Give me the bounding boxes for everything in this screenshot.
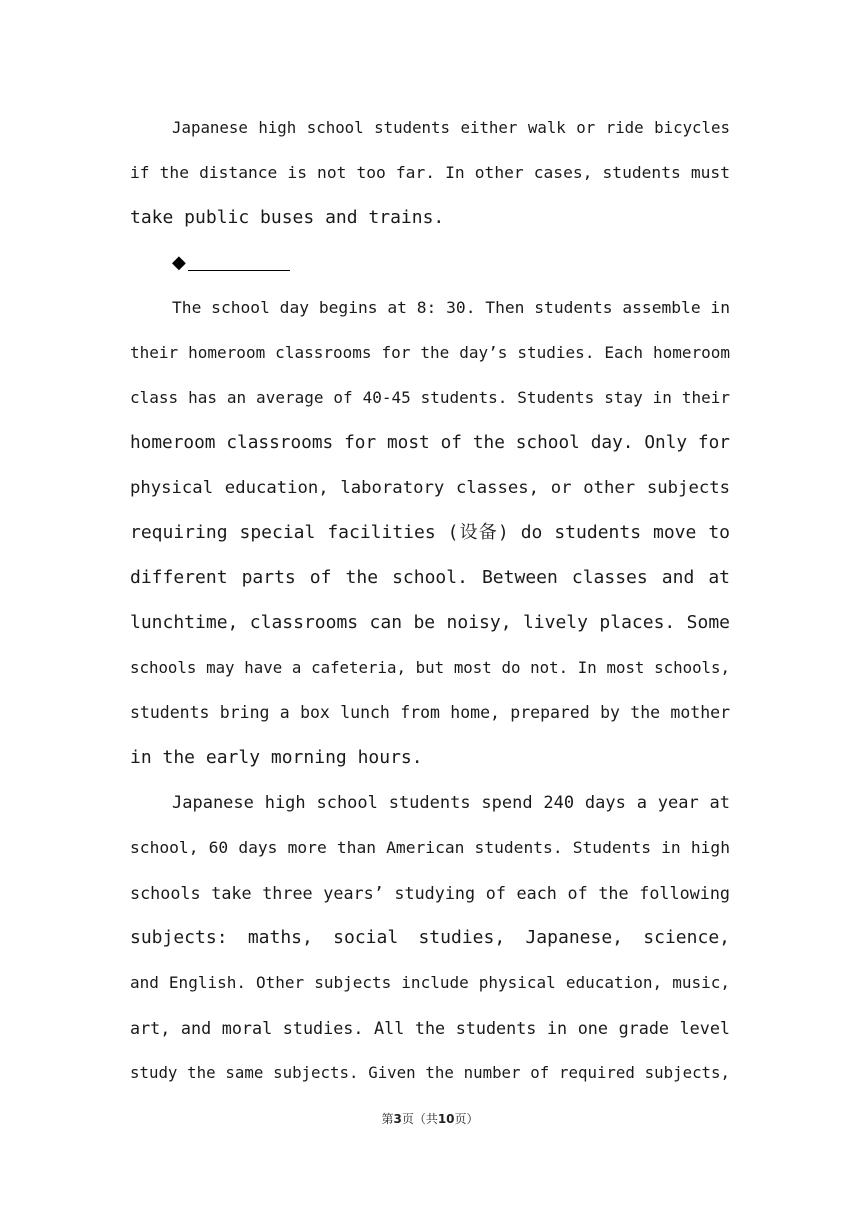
paragraph-line: their homeroom classrooms for the day’s studies. Each homeroom: [130, 343, 730, 362]
paragraph-line: take public buses and trains.: [130, 207, 445, 228]
page-footer: [0, 1110, 860, 1128]
paragraph-line: schools may have a cafeteria, but most do not. In most schools,: [130, 658, 730, 677]
paragraph-line: class has an average of 40-45 students. Students stay in their: [130, 388, 730, 407]
paragraph-line: students bring a box lunch from home, prepared by the mother: [130, 703, 730, 722]
paragraph-line: different parts of the school. Between classes and at: [130, 567, 730, 588]
footer-suffix: 页）: [454, 1112, 479, 1126]
paragraph-line: schools take three years’ studying of each of the following: [130, 883, 730, 903]
paragraph-line: school, 60 days more than American students. Students in high: [130, 838, 730, 857]
paragraph-line: if the distance is not too far. In other cases, students must: [130, 163, 730, 182]
diamond-bullet-icon: ◆: [172, 252, 186, 273]
paragraph-line: The school day begins at 8: 30. Then students assemble in: [172, 298, 730, 317]
footer-middle: 页（共: [401, 1112, 438, 1126]
answer-blank[interactable]: [188, 270, 290, 271]
paragraph-line: subjects: maths, social studies, Japanese, science,: [130, 927, 730, 948]
total-page-count: 10: [437, 1112, 455, 1126]
paragraph-line: study the same subjects. Given the number of required subjects,: [130, 1063, 730, 1082]
paragraph-line: lunchtime, classrooms can be noisy, lively places. Some: [130, 612, 730, 633]
paragraph-line: art, and moral studies. All the students in one grade level: [130, 1018, 730, 1038]
paragraph-line: homeroom classrooms for most of the school day. Only for: [130, 433, 730, 453]
paragraph-line: Japanese high school students either walk or ride bicycles: [172, 118, 730, 137]
paragraph-line: physical education, laboratory classes, or other subjects: [130, 478, 730, 498]
blank-heading: [172, 250, 290, 274]
paragraph-line: Japanese high school students spend 240 days a year at: [172, 793, 730, 813]
paragraph-line: and English. Other subjects include physical education, music,: [130, 973, 730, 992]
current-page-number: 3: [393, 1112, 402, 1126]
paragraph-line: requiring special facilities (设备) do students move to: [130, 522, 730, 543]
footer-prefix: 第: [381, 1112, 394, 1126]
paragraph-line: in the early morning hours.: [130, 747, 423, 768]
